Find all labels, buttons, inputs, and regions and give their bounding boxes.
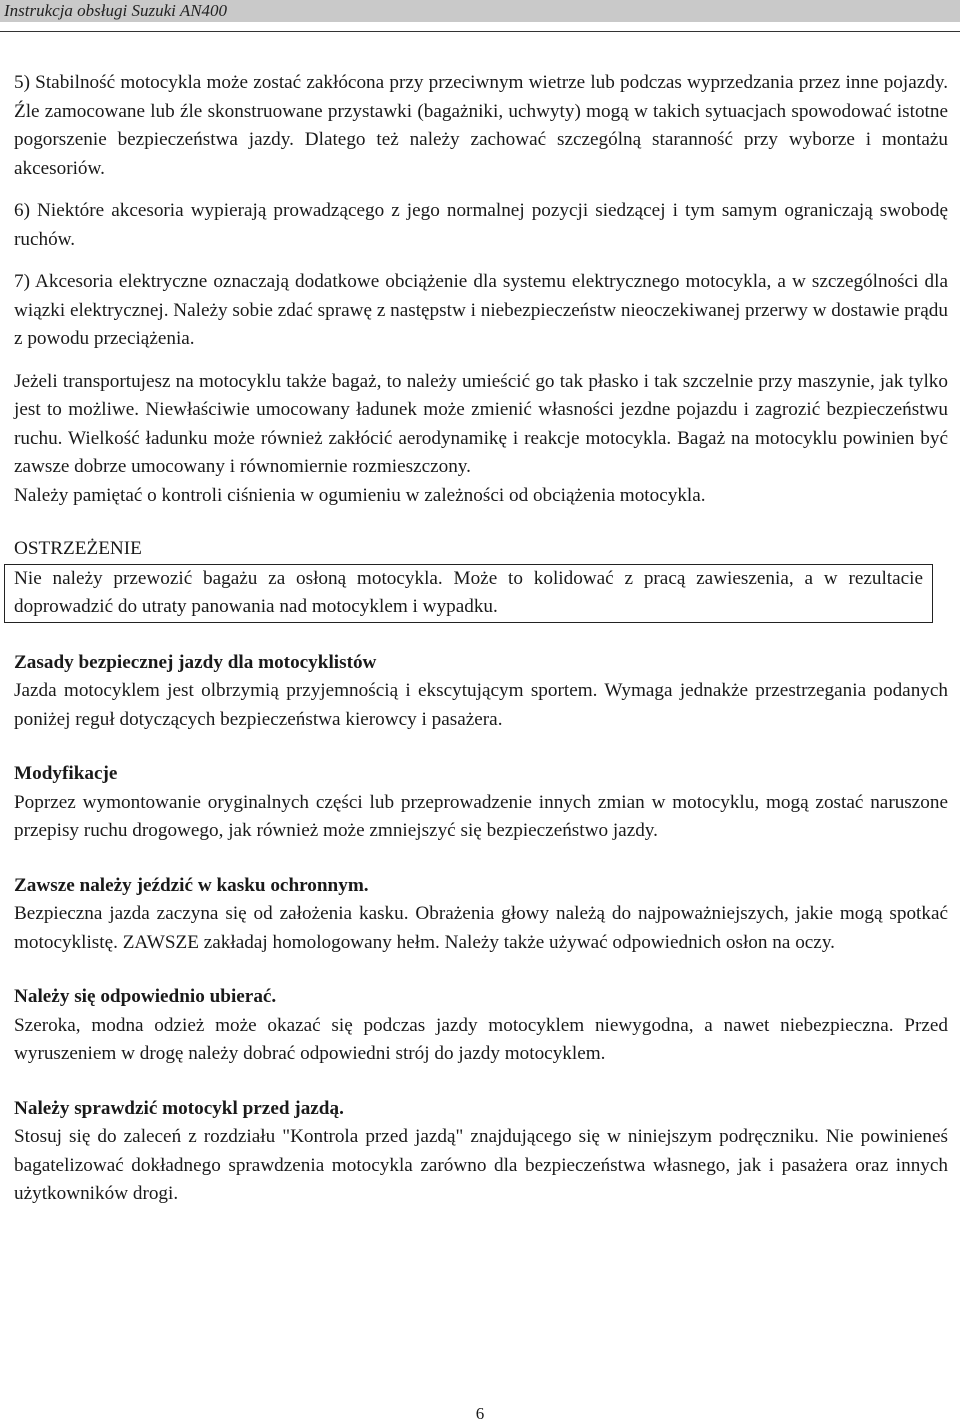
page-number: 6 — [475, 1404, 485, 1423]
warning-box — [4, 564, 933, 623]
section-heading: Modyfikacje — [14, 763, 118, 784]
section-heading: Zawsze należy jeździć w kasku ochronnym. — [14, 874, 369, 896]
section-text: Bezpieczna jazda zaczyna się od założenia kasku. Obrażenia głowy należą do najpoważniejszych, jakie mogą spotkać motocyklistę. ZAWSZE zakładaj homologowany hełm. Należy także używać odpowiednich osłon na oczy. — [14, 903, 948, 953]
section-text: Stosuj się do zaleceń z rozdziału "Kontrola przed jazdą" znajdującego się w niniejszym podręczniku. Nie powinieneś bagatelizować dokładnego sprawdzenia motocykla zarówno dla bezpieczeństwa własnego, jak i pasażera oraz innych użytkowników drogi. — [14, 1126, 948, 1204]
document-title: Instrukcja obsługi Suzuki AN400 — [4, 1, 228, 20]
warning-title: OSTRZEŻENIE — [14, 538, 142, 559]
header-divider — [0, 31, 960, 32]
paragraph-electrical-accessories: 7) Akcesoria elektryczne oznaczają dodatkowe obciążenie dla systemu elektrycznego motocykla, a w szczególności dla wiązki elektrycznej. Należy sobie zdać sprawę z następstw i niebezpieczeństw nieoczekiwanej przerwy w dostawie prądu z powodu przeciążenia. — [14, 271, 948, 349]
section-helmet — [14, 872, 948, 958]
page-body — [14, 69, 948, 1209]
section-pre-ride-check — [14, 1095, 948, 1209]
section-modifications — [14, 760, 948, 846]
running-header — [0, 0, 960, 22]
paragraph-tire-pressure: Należy pamiętać o kontroli ciśnienia w ogumieniu w zależności od obciążenia motocykla. — [14, 484, 706, 506]
section-text: Poprzez wymontowanie oryginalnych części lub przeprowadzenie innych zmian w motocyklu, mogą zostać naruszone przepisy ruchu drogowego, jak również może zmniejszyć się bezpieczeństwo jazdy. — [14, 791, 948, 841]
section-safe-riding — [14, 649, 948, 735]
section-text: Jazda motocyklem jest olbrzymią przyjemnością i ekscytującym sportem. Wymaga jednakże przestrzegania podanych poniżej reguł dotyczących bezpieczeństwa kierowcy i pasażera. — [14, 680, 948, 730]
paragraph-accessories-position: 6) Niektóre akcesoria wypierają prowadzącego z jego normalnej pozycji siedzącej i tym samym ograniczają swobodę ruchów. — [14, 200, 948, 250]
paragraph-stability: 5) Stabilność motocykla może zostać zakłócona przy przeciwnym wietrze lub podczas wyprzedzania przez inne pojazdy. Źle zamocowane lub źle skonstruowane przystawki (bagażniki, uchwyty) mogą w takich sytuacjach spowodować istotne pogorszenie bezpieczeństwa jazdy. Dlatego też należy zachować szczególną staranność przy wyborze i montażu akcesoriów. — [14, 72, 948, 179]
warning-text: Nie należy przewozić bagażu za osłoną motocykla. Może to kolidować z pracą zawieszenia, a w rezultacie doprowadzić do utraty panowania nad motocyklem i wypadku. — [14, 567, 923, 617]
section-text: Szeroka, modna odzież może okazać się podczas jazdy motocyklem niewygodna, a nawet niebezpieczna. Przed wyruszeniem w drogę należy dobrać odpowiedni strój do jazdy motocyklem. — [14, 1014, 948, 1064]
section-heading: Należy się odpowiednio ubierać. — [14, 986, 277, 1007]
paragraph-luggage-transport: Jeżeli transportujesz na motocyklu także bagaż, to należy umieścić go tak płasko i tak szczelnie przy maszynie, jak tylko jest to możliwe. Niewłaściwie umocowany ładunek może zmienić własności jezdne pojazdu i zagrozić bezpieczeństwu ruchu. Wielkość ładunku może również zakłócić aerodynamikę i reakcje motocykla. Bagaż na motocyklu powinien być zawsze dobrze umocowany i równomiernie rozmieszczony. — [14, 370, 948, 477]
section-heading: Należy sprawdzić motocykl przed jazdą. — [14, 1097, 344, 1119]
section-heading: Zasady bezpiecznej jazdy dla motocyklistów — [14, 651, 377, 673]
section-clothing — [14, 983, 948, 1069]
